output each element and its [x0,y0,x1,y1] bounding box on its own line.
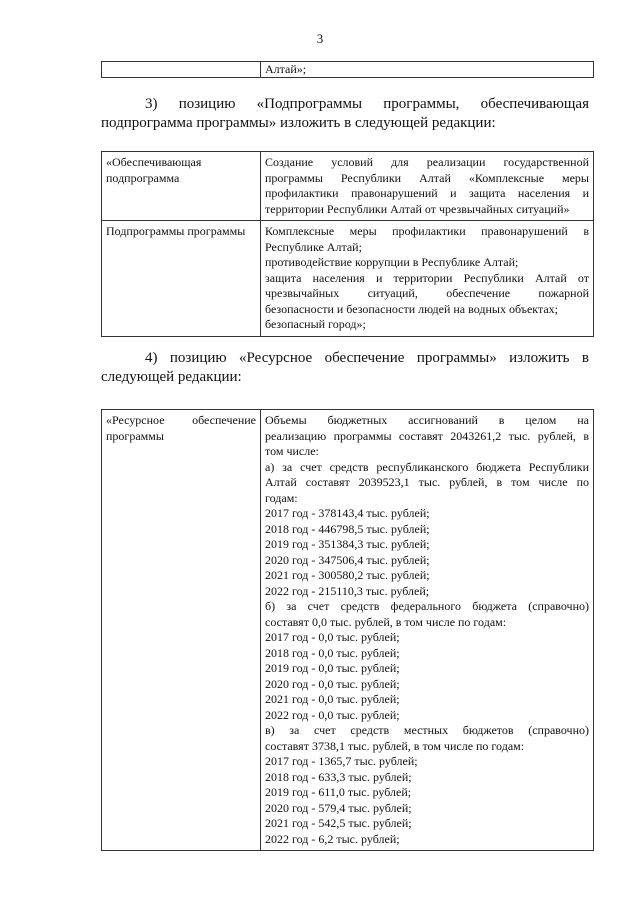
text-line: Республике Алтай; [265,239,362,254]
text-line: 2021 год - 542,5 тыс. рублей; [265,816,412,830]
text-line: реализацию программы составят 2043261,2 тыс. рублей, в [265,428,589,443]
text-line: 2018 год - 0,0 тыс. рублей; [265,645,400,660]
text-line: программы Республики Алтай «Комплексные меры [265,170,589,185]
text-line: том числе: [265,444,319,458]
text-line: 2022 год - 0,0 тыс. рублей; [265,707,400,722]
text-line: 2019 год - 0,0 тыс. рублей; [265,661,400,675]
text-line: а) за счет средств республиканского бюджета Республики [265,459,589,474]
text-line: Создание условий для реализации государственной [265,155,589,169]
item-4-line-2: следующей редакции: [101,369,242,385]
page-number: 3 [316,31,324,46]
item-3-line-2: подпрограмма программы» изложить в следующей редакции: [101,115,496,131]
continuation-table [101,61,594,78]
text-line: территории Республики Алтай от чрезвычайных ситуаций» [265,201,570,216]
text-line: составят 3738,1 тыс. рублей, в том числе по годам: [265,738,525,753]
text-line: б) за счет средств федерального бюджета (справочно) [265,599,589,613]
row-value-resources [261,410,594,851]
row-value-subprograms [261,221,594,337]
text-line: 2021 год - 300580,2 тыс. рублей; [265,568,430,582]
row-value-supporting-subprogram [261,152,594,221]
text-line: чрезвычайных ситуаций, обеспечение пожарной [265,286,589,300]
text-line: Алтай составят 2039523,1 тыс. рублей, в том числе по [265,475,589,489]
text-line: в) за счет средств местных бюджетов (справочно) [265,723,589,737]
text-line: 2017 год - 378143,4 тыс. рублей; [265,506,430,520]
text-line: годам: [265,490,298,505]
item-3-paragraph [101,95,589,133]
text-line: 2017 год - 1365,7 тыс. рублей; [265,754,418,768]
row-label-supporting-subprogram: «Обеспечивающая подпрограмма [102,152,261,221]
empty-cell [102,62,261,78]
continuation-cell: Алтай»; [261,62,594,78]
row-label-subprograms: Подпрограммы программы [102,221,261,337]
table-row [102,221,594,337]
row-label-resources [102,410,261,851]
table-row [102,410,594,851]
text-line: защита населения и территории Республики Алтай от [265,270,589,285]
table-row [102,152,594,221]
text-line: составят 0,0 тыс. рублей, в том числе по годам: [265,614,507,629]
text-line: 2018 год - 633,3 тыс. рублей; [265,769,412,784]
text-line: 2019 год - 611,0 тыс. рублей; [265,785,412,799]
item-3-line-1: 3) позицию «Подпрограммы программы, обеспечивающая [145,96,589,112]
text-line: 2020 год - 579,4 тыс. рублей; [265,800,412,815]
text-line: профилактики правонарушений и защита населения и [265,186,589,200]
text-line: 2017 год - 0,0 тыс. рублей; [265,630,400,644]
resources-label-line-1: «Ресурсное обеспечение [106,413,256,427]
item-4-paragraph [101,349,589,387]
item-4-line-1: 4) позицию «Ресурсное обеспечение программы» изложить в [145,350,589,366]
resources-label-line-2: программы [106,428,164,443]
text-line: 2022 год - 6,2 тыс. рублей; [265,831,400,846]
text-line: 2022 год - 215110,3 тыс. рублей; [265,583,430,598]
text-line: 2018 год - 446798,5 тыс. рублей; [265,521,430,536]
text-line: Комплексные меры профилактики правонарушений в [265,224,589,238]
text-line: противодействие коррупции в Республике Алтай; [265,255,519,269]
text-line: 2019 год - 351384,3 тыс. рублей; [265,537,430,551]
text-line: Объемы бюджетных ассигнований в целом на [265,413,589,427]
text-line: 2020 год - 347506,4 тыс. рублей; [265,552,430,567]
text-line: 2021 год - 0,0 тыс. рублей; [265,692,400,706]
subprograms-table [101,151,594,337]
text-line: безопасности и безопасности людей на водных объектах; [265,301,559,316]
resources-table [101,409,594,851]
text-line: 2020 год - 0,0 тыс. рублей; [265,676,400,691]
text-line: безопасный город»; [265,317,366,331]
